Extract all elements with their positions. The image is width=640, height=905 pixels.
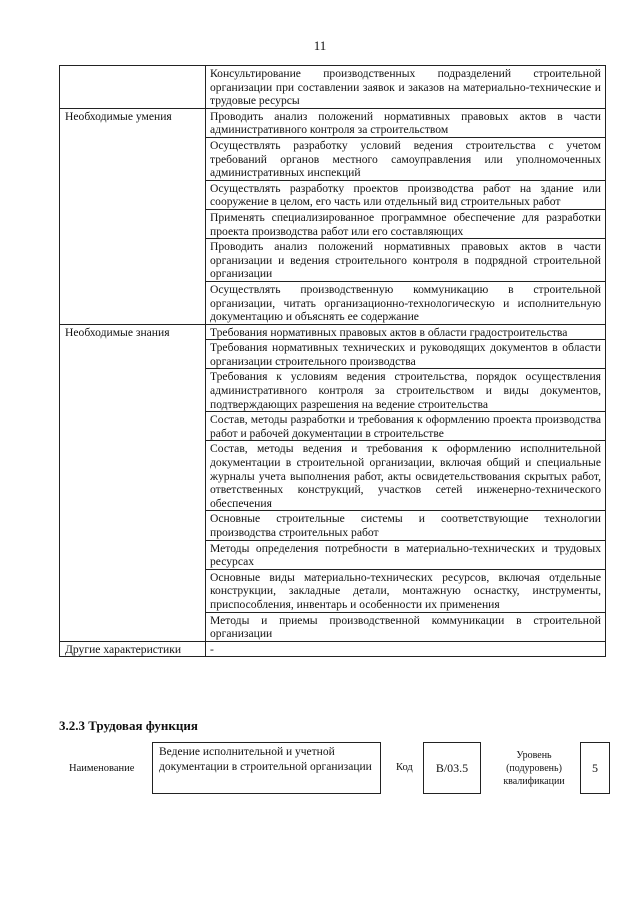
table-cell: Применять специализированное программное обеспечение для разработки проекта производства работ или его составляющих (206, 209, 606, 238)
table-cell: Консультирование производственных подразделений строительной организации при составлении заявок и заказов на материально-технические и трудовые ресурсы (206, 66, 606, 109)
table-row (60, 324, 606, 340)
level-box: 5 (580, 742, 610, 794)
table-cell: Методы и приемы производственной коммуникации в строительной организации (206, 612, 606, 641)
page-number: 11 (313, 38, 327, 53)
name-label: Наименование (69, 763, 135, 774)
table-row (60, 641, 606, 657)
section-heading: 3.2.3 Трудовая функция (59, 718, 198, 733)
table-cell: - (206, 641, 606, 657)
row-label-skills: Необходимые умения (60, 108, 206, 324)
table-cell: Требования к условиям ведения строительства, порядок осуществления административного контроля за строительством и виды документов, подтверждающих разрешения на ведение строительства (206, 369, 606, 412)
level-label: Уровень (подуровень) квалификации (503, 750, 565, 787)
table-cell: Осуществлять производственную коммуникацию в строительной организации, читать организационно-технологическую и исполнительную документацию и объяснять ее содержание (206, 281, 606, 324)
table-cell: Методы определения потребности в материально-технических и трудовых ресурсах (206, 540, 606, 569)
row-label-other: Другие характеристики (60, 641, 206, 657)
function-name-box: Ведение исполнительной и учетной документации в строительной организации (152, 742, 381, 794)
table-cell: Требования нормативных правовых актов в области градостроительства (206, 324, 606, 340)
code-label: Код (396, 762, 413, 773)
table-cell: Осуществлять разработку условий ведения строительства с учетом требований органов местного самоуправления или уполномоченных административных инспекций (206, 137, 606, 180)
table-row (60, 66, 606, 109)
requirements-table (59, 65, 606, 657)
row-label-knowledge: Необходимые знания (60, 324, 206, 641)
row-label (60, 66, 206, 109)
table-cell: Требования нормативных технических и руководящих документов в области организации строительного производства (206, 340, 606, 369)
table-cell: Проводить анализ положений нормативных правовых актов в части административного контроля за строительством (206, 108, 606, 137)
table-cell: Осуществлять разработку проектов производства работ на здание или сооружение в целом, его часть или отдельный вид строительных работ (206, 180, 606, 209)
table-cell: Состав, методы ведения и требования к оформлению исполнительной документации в строительной организации, включая общий и специальные журналы учета выполнения работ, акты освидетельствования скрытых работ, ответственных конструкций, участков сетей инженерно-технического обеспечения (206, 441, 606, 511)
table-cell: Состав, методы разработки и требования к оформлению проекта производства работ и рабочей документации в строительстве (206, 412, 606, 441)
table-cell: Основные виды материально-технических ресурсов, включая отдельные конструкции, закладные детали, монтажную оснастку, инструменты, приспособления, инвентарь и особенности их применения (206, 569, 606, 612)
table-cell: Проводить анализ положений нормативных правовых актов в части организации и ведения строительного контроля в подрядной строительной организации (206, 239, 606, 282)
table-cell: Основные строительные системы и соответствующие технологии производства строительных работ (206, 511, 606, 540)
code-box: B/03.5 (423, 742, 481, 794)
table-row (60, 108, 606, 137)
